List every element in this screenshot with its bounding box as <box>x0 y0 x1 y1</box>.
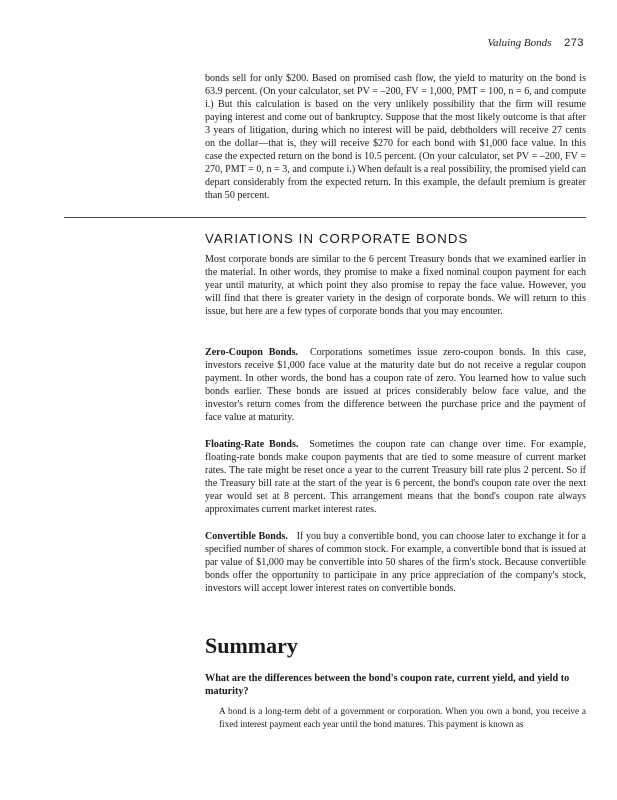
intro-paragraph: Most corporate bonds are similar to the 6 percent Treasury bonds that we examined earlier in the material. In other words, they promise to make a fixed nominal coupon payment for each year until maturity, at which point they also promise to repay the face value. However, you will find that there is greater variety in the design of corporate bonds. We will return to this issue, but here are a few types of corporate bonds that you may encounter. <box>205 254 586 318</box>
top-paragraph-block <box>205 72 586 202</box>
section-divider <box>64 217 586 218</box>
summary-answer: A bond is a long-term debt of a government or corporation. When you own a bond, you receive a fixed interest payment each year until the bond matures. This payment is known as <box>219 706 586 729</box>
zero-coupon-block <box>205 346 586 424</box>
floating-rate-term: Floating-Rate Bonds. <box>205 439 299 450</box>
zero-coupon-paragraph <box>205 346 586 424</box>
convertible-text: If you buy a convertible bond, you can choose later to exchange it for a specified number of shares of common stock. For example, a convertible bond that is issued at par value of $1,000 may be convertible into 50 shares of the firm's stock. Because convertible bonds offer the opportunity to participate in any price appreciation of the company's stock, investors will accept lower interest rates on convertible bonds. <box>205 531 587 595</box>
summary-heading: Summary <box>205 633 298 658</box>
floating-rate-paragraph <box>205 438 586 516</box>
convertible-term: Convertible Bonds. <box>205 531 288 542</box>
section-heading: VARIATIONS IN CORPORATE BONDS <box>205 231 469 246</box>
running-head <box>488 37 584 49</box>
page-number: 273 <box>564 37 584 49</box>
zero-coupon-text: Corporations sometimes issue zero-coupon bonds. In this case, investors receive $1,000 face value at the maturity date but do not receive a regular coupon payment. In other words, the bond has a coupon rate of zero. You learned how to value such bonds earlier. These bonds are issued at prices considerably below face value, and the investor's return comes from the difference between the purchase price and the payment of face value at maturity. <box>205 347 586 424</box>
top-paragraph: bonds sell for only $200. Based on promised cash flow, the yield to maturity on the bond is 63.9 percent. (On your calculator, set PV = –200, FV = 1,000, PMT = 100, n = 6, and compute i.) But this calculation is based on the very unlikely possibility that the firm will resume paying interest and come out of bankruptcy. Suppose that the most likely outcome is that after 3 years of litigation, during which no interest will be paid, debtholders will receive 27 cents on the dollar—that is, they will receive $270 for each bond with $1,000 face value. In this case the expected return on the bond is 10.5 percent. (On your calculator, set PV = –200, FV = 270, PMT = 0, n = 3, and compute i.) When default is a real possibility, the promised yield can depart considerably from the expected return. In this example, the default premium is greater than 50 percent. <box>205 73 586 202</box>
convertible-paragraph <box>205 530 586 595</box>
floating-rate-block <box>205 438 586 516</box>
summary-question: What are the differences between the bond's coupon rate, current yield, and yield to maturity? <box>205 673 570 697</box>
floating-rate-text: Sometimes the coupon rate can change over time. For example, floating-rate bonds make coupon payments that are tied to some measure of current market rates. The rate might be reset once a year to the current Treasury bill rate plus 2 percent. So if the Treasury bill rate at the start of the year is 6 percent, the bond's coupon rate over the next year would set at 8 percent. This arrangement means that the bond's coupon rate always approximates current market interest rates. <box>205 439 586 516</box>
running-head-title: Valuing Bonds <box>487 37 552 49</box>
convertible-block <box>205 530 586 595</box>
intro-block <box>205 253 586 318</box>
zero-coupon-term: Zero-Coupon Bonds. <box>205 347 299 358</box>
